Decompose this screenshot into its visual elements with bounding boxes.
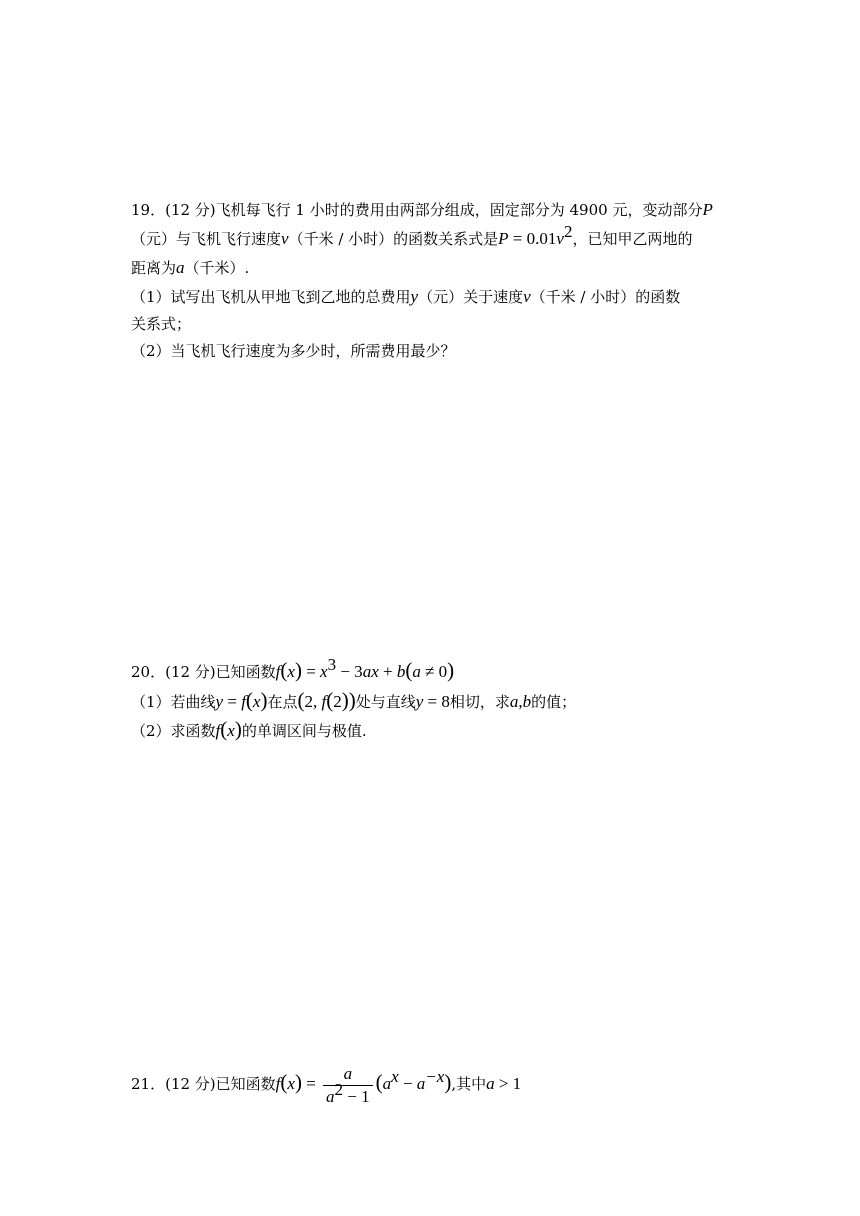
- q20-part1-comma: ,: [518, 692, 523, 711]
- q19-var-a: a: [176, 258, 185, 277]
- q19-line-3: [131, 258, 249, 278]
- q20-number: 20．: [131, 663, 166, 681]
- q20-part1-d: 相切，求: [449, 693, 510, 711]
- q20-part1-a: （1）若曲线: [131, 693, 216, 711]
- q21-paren-a2: a: [416, 1074, 426, 1093]
- q21-score: (12 分): [165, 1075, 216, 1093]
- q19-part1-v: v: [523, 287, 531, 306]
- q20-part2-f: f: [215, 721, 221, 740]
- q19-line-1: [131, 200, 713, 220]
- q20-line-1: 20．(12 分)已知函数$f(x) = x^3 - 3ax + b(a \ne 0)$: [131, 655, 455, 682]
- q20-part1-f: f: [241, 692, 246, 711]
- q19-formula-eq: = 0.01: [508, 229, 557, 248]
- q19-formula-exp: 2: [563, 222, 573, 241]
- q21-cond-b: > 1: [494, 1074, 522, 1093]
- q21-func-f: f: [275, 1074, 281, 1093]
- q21-frac-num: a: [323, 1064, 373, 1086]
- q19-text-3a: 距离为: [131, 259, 177, 277]
- q19-formula-v: v: [556, 229, 564, 248]
- q19-score: (12 分): [165, 201, 216, 219]
- q21-paren-x: x: [391, 1067, 399, 1086]
- q20-part1-point: 2,: [304, 692, 322, 711]
- q19-part2-text: （2）当飞机飞行速度为多少时，所需费用最少？: [131, 342, 456, 360]
- q20-cond-a: a: [412, 662, 421, 681]
- q20-rhs-eq: =: [301, 662, 321, 681]
- q19-part1-line-1: [131, 287, 680, 307]
- q20-part2-x: x: [227, 721, 235, 740]
- q19-part1-y: y: [410, 287, 419, 306]
- q20-cond-b: ≠ 0: [420, 662, 448, 681]
- q19-part2: [131, 341, 456, 361]
- q20-rhs-minus: − 3: [336, 662, 363, 681]
- q20-part2-a: （2）求函数: [131, 722, 216, 740]
- q19-part1-line-2: [131, 314, 191, 334]
- q20-rhs-x: x: [320, 662, 328, 681]
- q21-paren-a: a: [382, 1074, 392, 1093]
- q21-paren-mx: −x: [425, 1067, 445, 1086]
- q20-part1-y: y: [215, 692, 224, 711]
- q21-frac-den-exp: 2: [334, 1079, 344, 1099]
- q19-text-2a: （元）与飞机飞行速度: [131, 230, 282, 248]
- q20-part1-line: = 8: [423, 692, 450, 711]
- q20-part1-e: 的值；: [531, 693, 577, 711]
- q19-part1-a: （1）试写出飞机从甲地飞到乙地的总费用: [131, 288, 411, 306]
- q20-part1: （1）若曲线y = f(x)在点(2, f(2))处与直线y = 8相切，求a,b的值；: [131, 688, 577, 712]
- q19-line-2: [131, 222, 693, 249]
- q19-var-P: P: [702, 200, 713, 219]
- q19-text-3b: （千米）.: [184, 259, 250, 277]
- q20-part1-var-b: b: [522, 692, 532, 711]
- q21-frac-den-b: − 1: [343, 1086, 370, 1106]
- q19-number: 19．: [131, 201, 166, 219]
- q21-eq: =: [301, 1074, 321, 1093]
- q19-part1-c: （千米 / 小时）的函数: [530, 288, 681, 306]
- q20-part1-line-y: y: [415, 692, 424, 711]
- q20-part1-c: 处与直线: [355, 693, 416, 711]
- q20-rhs-b: b: [396, 662, 406, 681]
- q21-line-1: 21．(12 分)已知函数f(x) = $\frac{a}{a^2 - 1}$ $(a^x - a^{-x})$,其中a > 1: [131, 1063, 522, 1106]
- q21-cond-a: a: [486, 1074, 495, 1093]
- q20-part2-b: 的单调区间与极值.: [241, 722, 367, 740]
- q21-func-x: x: [287, 1074, 295, 1093]
- q20-part1-var-a: a: [509, 692, 519, 711]
- q20-part1-b: 在点: [267, 693, 298, 711]
- q20-rhs-plus: +: [378, 662, 397, 681]
- q20-rhs-exp: 3: [327, 655, 337, 674]
- q19-text-2c: ，已知甲乙两地的: [572, 230, 693, 248]
- q20-part1-point-2: 2: [333, 692, 342, 711]
- q20-part1-point-f: f: [321, 692, 327, 711]
- q20-rhs-ax: ax: [362, 662, 379, 681]
- q20-part1-x: x: [252, 692, 261, 711]
- q21-intro: 已知函数: [215, 1075, 276, 1093]
- q19-part1-b: （元）关于速度: [418, 288, 524, 306]
- q20-score: (12 分): [165, 663, 216, 681]
- q19-text-1: 飞机每飞行 1 小时的费用由两部分组成，固定部分为 4900 元，变动部分: [215, 201, 703, 219]
- q19-var-v: v: [281, 229, 289, 248]
- q20-part2: （2）求函数f(x)的单调区间与极值.: [131, 717, 367, 741]
- q21-fraction: [323, 1064, 373, 1107]
- q19-formula-lhs: P: [498, 229, 509, 248]
- q20-intro: 已知函数: [215, 663, 276, 681]
- q21-paren-minus: −: [398, 1074, 417, 1093]
- q21-number: 21．: [131, 1075, 166, 1093]
- q21-frac-den-a: a: [326, 1086, 335, 1106]
- q20-func-f: f: [275, 662, 281, 681]
- q19-text-2b: （千米 / 小时）的函数关系式是: [288, 230, 499, 248]
- q20-part1-eq: =: [223, 692, 242, 711]
- q19-part1-d: 关系式；: [131, 315, 192, 333]
- q21-tail: ,其中: [451, 1075, 487, 1093]
- q20-func-x: x: [287, 662, 295, 681]
